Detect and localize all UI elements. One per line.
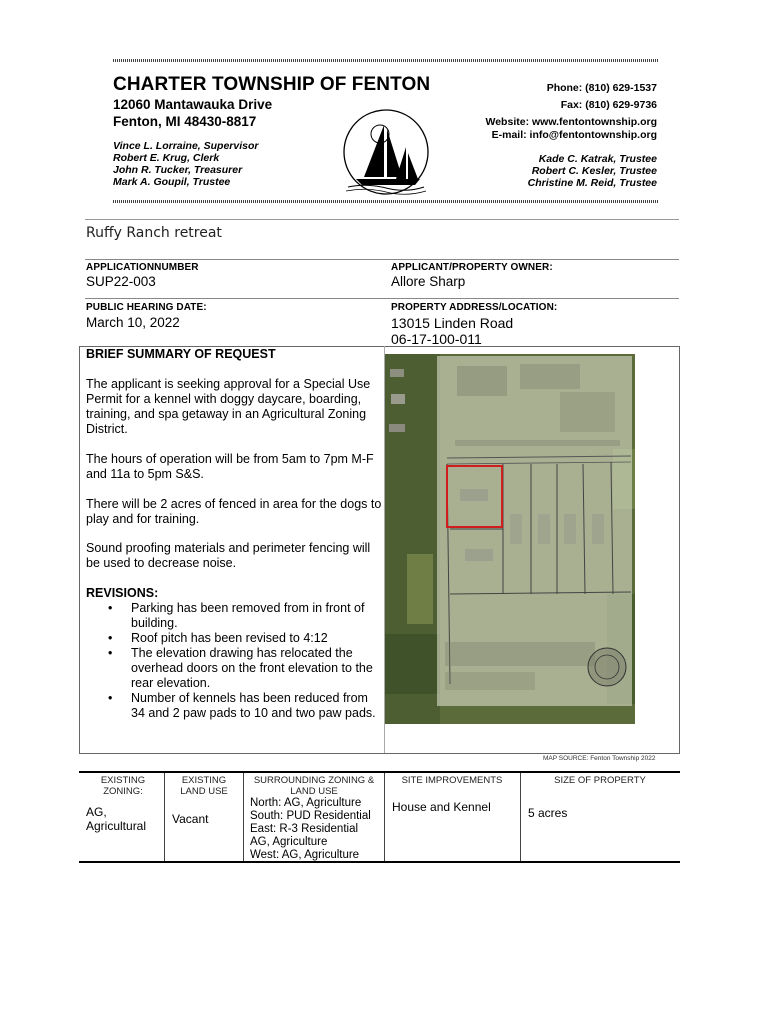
existing-land-use-value: Vacant [172,812,209,826]
revision-item: • Roof pitch has been revised to 4:12 [108,631,383,646]
official-trustee-3: Robert C. Kesler, Trustee [531,165,657,177]
township-name: CHARTER TOWNSHIP OF FENTON [113,74,431,95]
surrounding-east-2: AG, Agriculture [250,836,328,848]
header-existing-zoning: EXISTING ZONING: [100,775,146,797]
email: E-mail: info@fentontownship.org [491,129,657,141]
officials-left [113,140,259,188]
surrounding-west: West: AG, Agriculture [250,849,360,861]
existing-zoning-value: AG, Agricultural [86,805,147,833]
official-treasurer: John R. Tucker, Treasurer [113,164,243,176]
revisions-heading: REVISIONS: [86,586,159,600]
official-clerk: Robert E. Krug, Clerk [113,152,220,164]
summary-paragraph-1: The applicant is seeking approval for a Special Use Permit for a kennel with doggy daycare, boarding, training, and spa getaway in an Agricultural Zoning District. [86,377,371,436]
property-size-value: 5 acres [528,806,568,820]
field-rule-2 [85,298,679,299]
official-supervisor: Vince L. Lorraine, Supervisor [113,140,259,152]
hearing-date: March 10, 2022 [86,315,180,330]
document-title: Ruffy Ranch retreat [86,225,222,241]
table-divider-4 [520,773,521,861]
header-existing-land-use: EXISTING LAND USE [180,775,228,797]
parcel-number: 06-17-100-011 [391,331,482,347]
header-site-improvements: SITE IMPROVEMENTS [401,775,503,786]
header-surrounding-zoning: SURROUNDING ZONING & LAND USE [253,775,375,797]
official-trustee-1: Mark A. Goupil, Trustee [113,176,231,188]
revision-item: • Number of kennels has been reduced from 34 and 2 paw pads to 10 and two paw pads. [108,691,383,721]
table-divider-3 [384,773,385,861]
fax: Fax: (810) 629-9736 [560,99,657,111]
summary-heading: BRIEF SUMMARY OF REQUEST [86,347,276,361]
site-improvements-value: House and Kennel [392,800,491,814]
header-bottom-rule [113,200,658,203]
revision-item: • Parking has been removed from in front of building. [108,601,383,631]
survey-aerial-map [385,354,635,724]
officials-right [528,153,657,189]
surrounding-zoning-list [250,797,371,862]
property-address-label: PROPERTY ADDRESS/LOCATION: [391,302,558,313]
summary-paragraph-2: The hours of operation will be from 5am to 7pm M-F and 11a to 5pm S&S. [86,452,374,481]
header-top-rule [113,59,658,62]
table-divider-2 [243,773,244,861]
address-line-1: 12060 Mantawauka Drive [113,97,273,112]
official-trustee-4: Christine M. Reid, Trustee [527,177,657,189]
header-size-of-property: SIZE OF PROPERTY [554,775,646,786]
map-source: MAP SOURCE: Fenton Township 2022 [543,755,656,762]
hearing-date-label: PUBLIC HEARING DATE: [86,302,207,313]
official-trustee-2: Kade C. Katrak, Trustee [538,153,657,165]
surrounding-east: East: R-3 Residential [250,823,359,835]
revisions-list [108,601,383,721]
table-bottom-border [79,861,680,863]
surrounding-north: North: AG, Agriculture [250,797,362,809]
property-address: 13015 Linden Road [391,315,514,331]
summary-paragraph-3: There will be 2 acres of fenced in area for the dogs to play and for training. [86,497,382,526]
revision-item: • The elevation drawing has relocated the overhead doors on the front elevation to the rear elevation. [108,646,383,691]
owner-label: APPLICANT/PROPERTY OWNER: [391,262,553,273]
township-seal-logo [336,107,436,202]
table-divider-1 [164,773,165,861]
website: Website: www.fentontownship.org [485,116,657,128]
application-number-label: APPLICATIONNUMBER [86,262,199,273]
summary-paragraph-4: Sound proofing materials and perimeter fencing will be used to decrease noise. [86,541,371,570]
title-rule [85,219,679,220]
table-top-border [79,771,680,773]
surrounding-south: South: PUD Residential [250,810,371,822]
field-rule-1 [85,259,679,260]
owner-name: Allore Sharp [391,274,466,289]
address-line-2: Fenton, MI 48430-8817 [113,114,257,129]
phone: Phone: (810) 629-1537 [546,82,657,94]
application-number: SUP22-003 [86,274,156,289]
